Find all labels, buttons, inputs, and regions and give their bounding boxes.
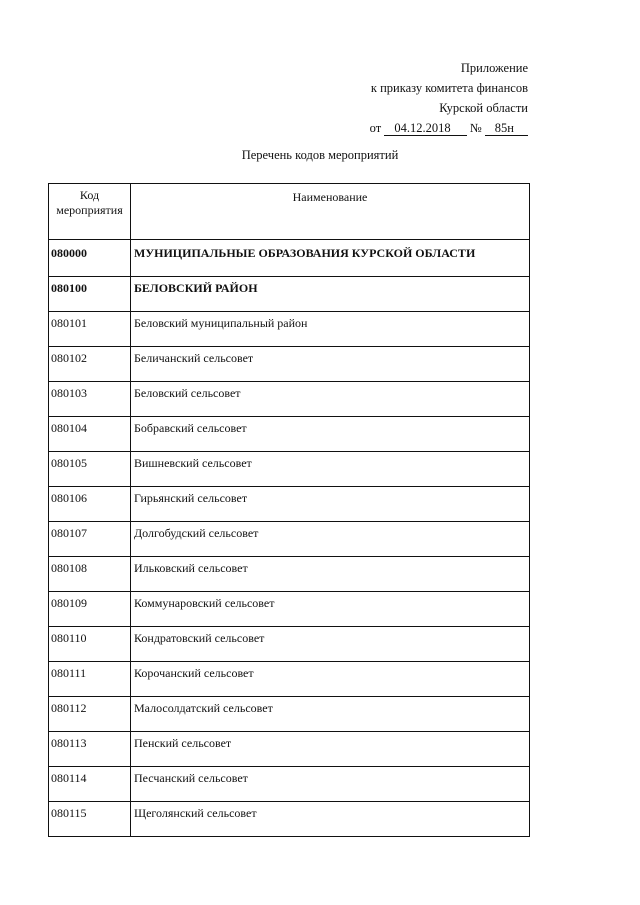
column-header-code-line2: мероприятия — [56, 203, 123, 217]
row-code: 080110 — [49, 627, 131, 662]
region-name: Курской области — [439, 101, 528, 115]
row-code: 080108 — [49, 557, 131, 592]
order-prefix: от — [369, 121, 382, 135]
appendix-label: Приложение — [460, 61, 528, 75]
order-details — [370, 118, 528, 138]
table-row — [49, 767, 530, 802]
row-code: 080106 — [49, 487, 131, 522]
row-name: МУНИЦИПАЛЬНЫЕ ОБРАЗОВАНИЯ КУРСКОЙ ОБЛАСТИ — [131, 240, 530, 277]
row-code: 080111 — [49, 662, 131, 697]
document-header — [370, 58, 528, 138]
row-name: Кондратовский сельсовет — [131, 627, 530, 662]
row-code: 080113 — [49, 732, 131, 767]
row-name: Вишневский сельсовет — [131, 452, 530, 487]
row-code: 080000 — [49, 240, 131, 277]
row-name: Щеголянский сельсовет — [131, 802, 530, 837]
document-title: Перечень кодов мероприятий — [241, 148, 399, 162]
table-row — [49, 417, 530, 452]
row-name: Пенский сельсовет — [131, 732, 530, 767]
row-name: Бобравский сельсовет — [131, 417, 530, 452]
table-row — [49, 240, 530, 277]
row-name: Беловский сельсовет — [131, 382, 530, 417]
column-header-code-line1: Код — [79, 188, 100, 202]
order-reference: к приказу комитета финансов — [370, 81, 528, 95]
row-name: Ильковский сельсовет — [131, 557, 530, 592]
row-code: 080105 — [49, 452, 131, 487]
row-code: 080112 — [49, 697, 131, 732]
row-name: БЕЛОВСКИЙ РАЙОН — [131, 277, 530, 312]
row-name: Беличанский сельсовет — [131, 347, 530, 382]
table-row — [49, 522, 530, 557]
table-row — [49, 347, 530, 382]
codes-table — [48, 183, 530, 837]
table-body — [49, 240, 530, 837]
order-date: 04.12.2018 — [384, 121, 466, 136]
row-name: Малосолдатский сельсовет — [131, 697, 530, 732]
table-row — [49, 802, 530, 837]
table-row — [49, 732, 530, 767]
table-row — [49, 452, 530, 487]
row-code: 080103 — [49, 382, 131, 417]
row-name: Корочанский сельсовет — [131, 662, 530, 697]
table-header-row — [49, 184, 530, 240]
row-code: 080114 — [49, 767, 131, 802]
column-header-name: Наименование — [131, 184, 530, 240]
row-code: 080101 — [49, 312, 131, 347]
table-row — [49, 557, 530, 592]
row-name: Долгобудский сельсовет — [131, 522, 530, 557]
column-header-code — [49, 184, 131, 240]
table-row — [49, 487, 530, 522]
row-code: 080107 — [49, 522, 131, 557]
table-row — [49, 592, 530, 627]
row-code: 080109 — [49, 592, 131, 627]
row-name: Песчанский сельсовет — [131, 767, 530, 802]
table-row — [49, 312, 530, 347]
row-code: 080102 — [49, 347, 131, 382]
order-number: 85н — [485, 121, 528, 136]
row-name: Гирьянский сельсовет — [131, 487, 530, 522]
table-row — [49, 662, 530, 697]
row-name: Беловский муниципальный район — [131, 312, 530, 347]
order-number-label: № — [469, 121, 482, 135]
row-name: Коммунаровский сельсовет — [131, 592, 530, 627]
row-code: 080100 — [49, 277, 131, 312]
row-code: 080115 — [49, 802, 131, 837]
table-row — [49, 277, 530, 312]
table-row — [49, 382, 530, 417]
row-code: 080104 — [49, 417, 131, 452]
table-row — [49, 697, 530, 732]
table-row — [49, 627, 530, 662]
